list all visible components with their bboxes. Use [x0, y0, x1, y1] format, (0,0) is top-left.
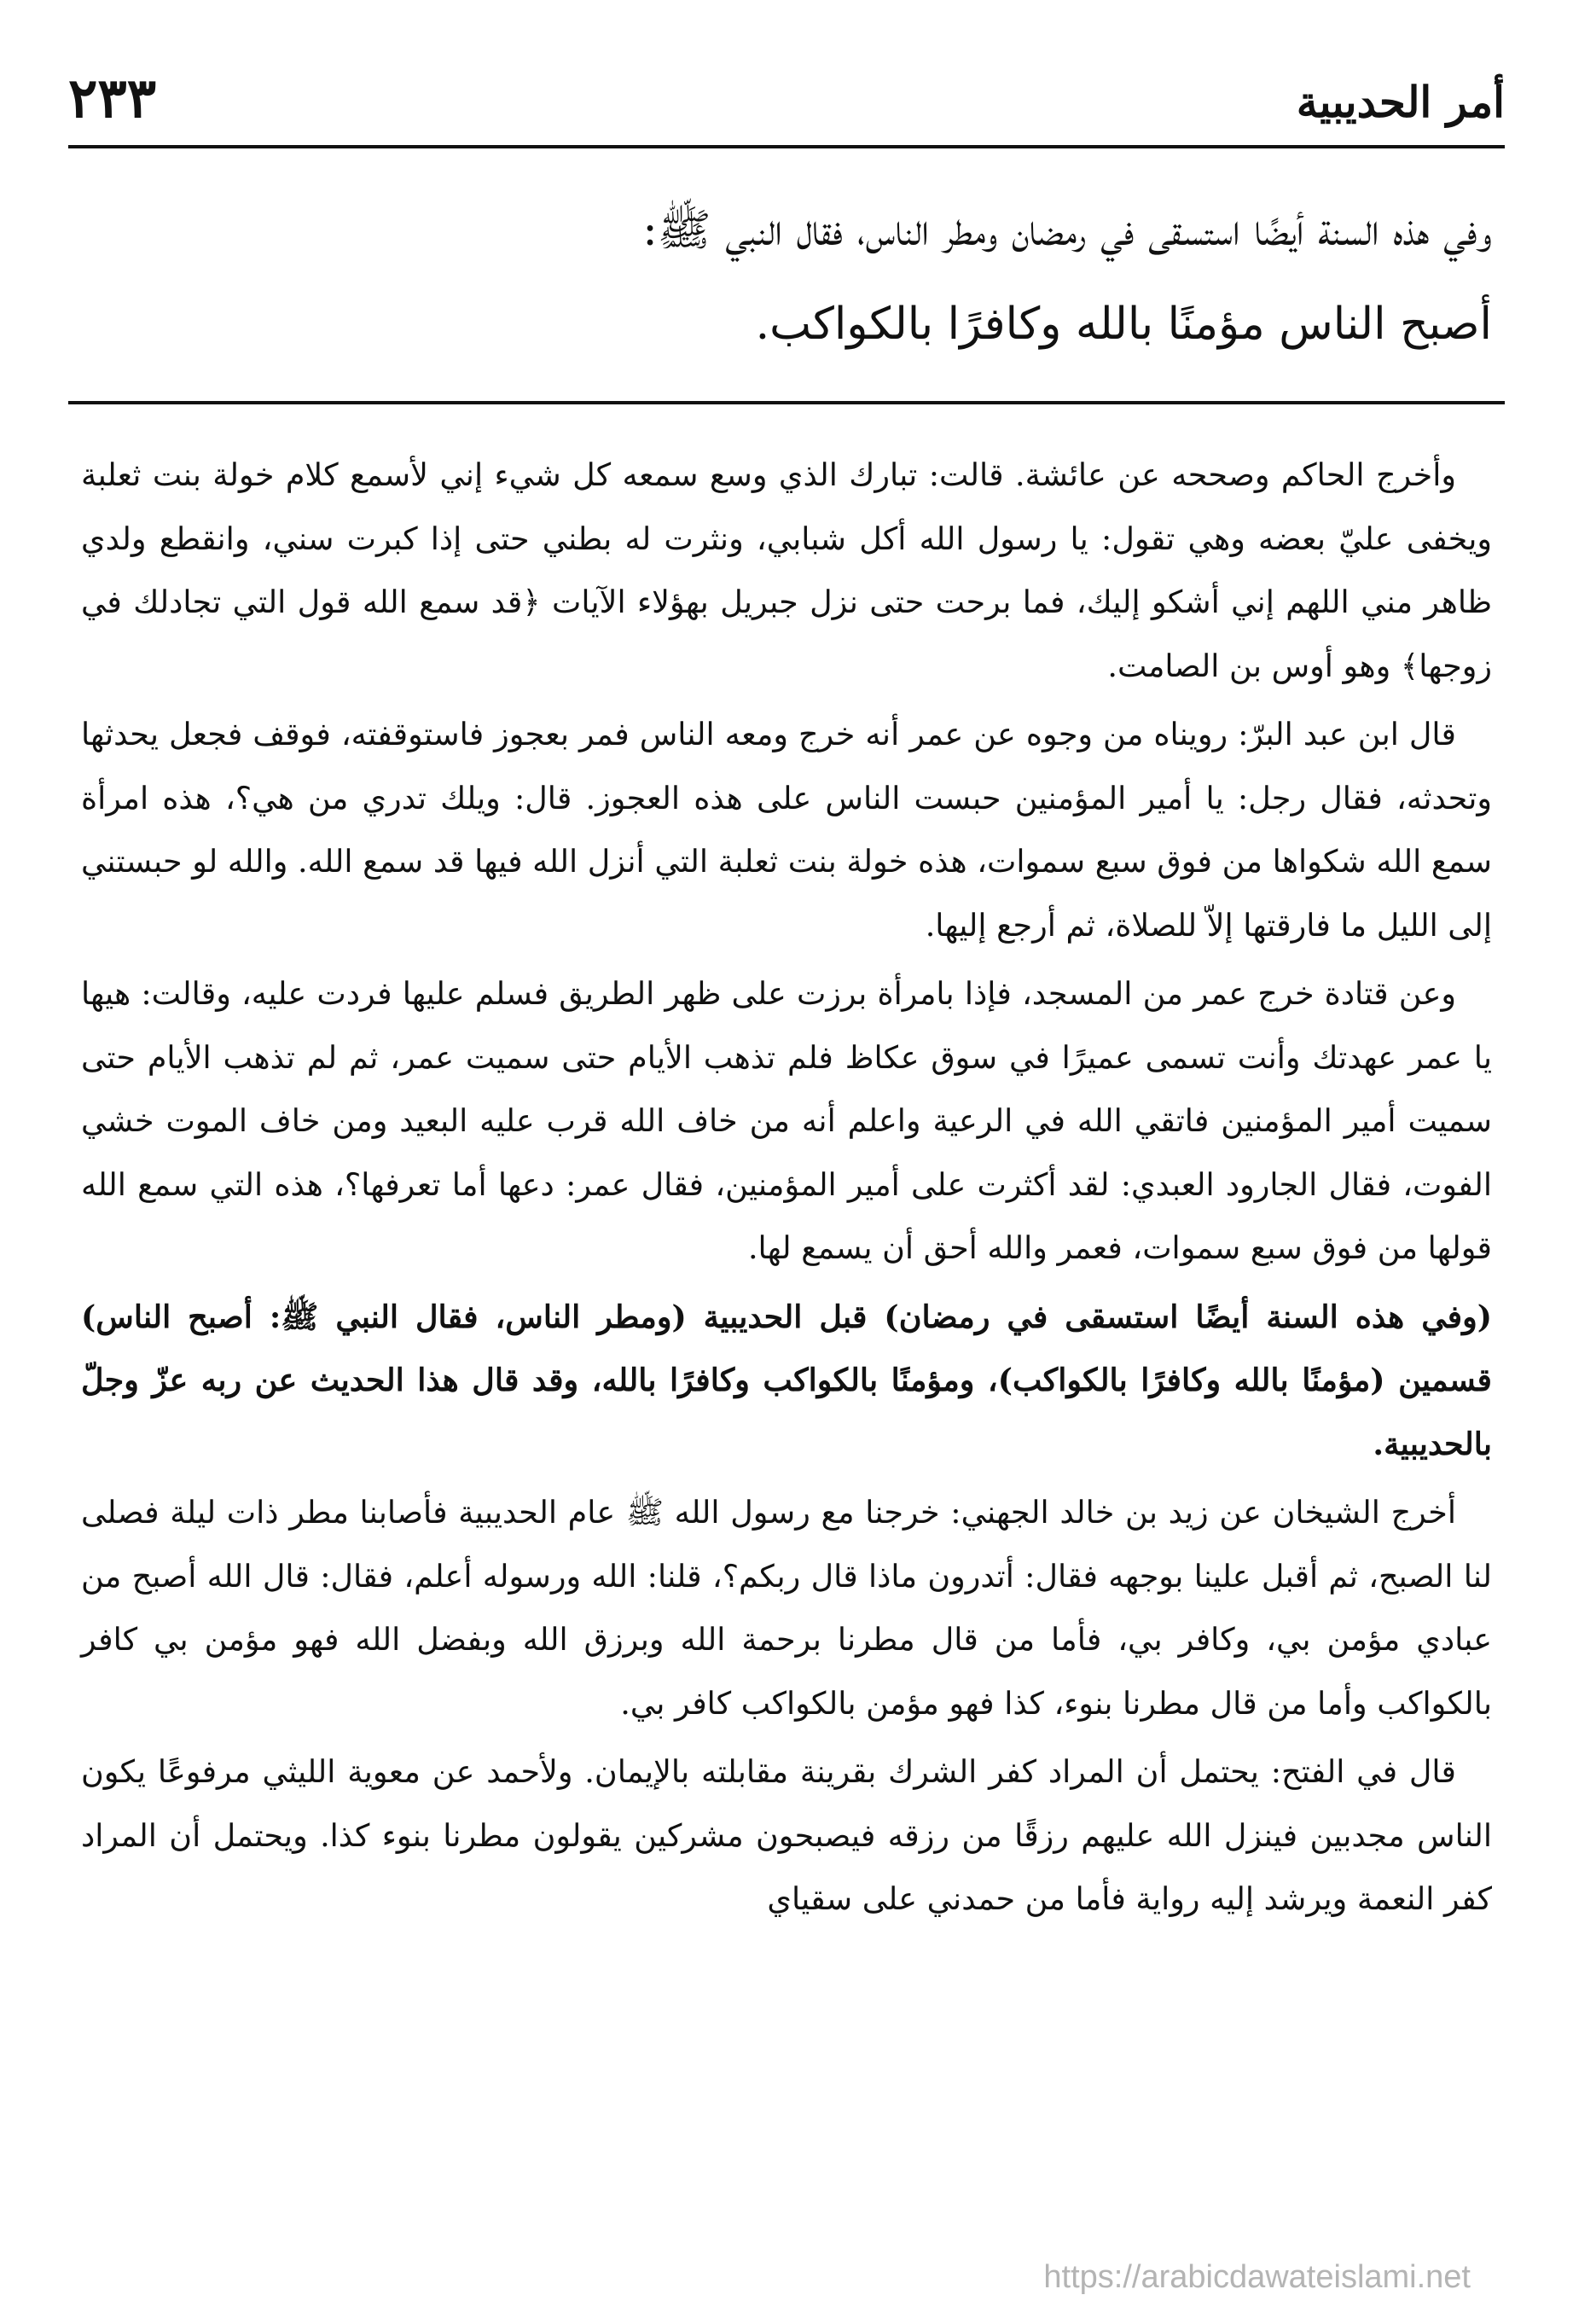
header-rule [68, 145, 1505, 148]
commentary-paragraph: قال في الفتح: يحتمل أن المراد كفر الشرك بقرينة مقابلته بالإيمان. ولأحمد عن معوية الليثي مرفوعًا يكون الناس مجدبين فينزل الله عليهم رزقًا من رزقه فيصبحون مشركين يقولون مطرنا بنوء كذا. ويحتمل أن المراد كفر النعمة ويرشد إليه رواية فأما من حمدني على سقياي [81, 1753, 1492, 1917]
main-text-line: وفي هذه السنة أيضًا استسقى في رمضان ومطر الناس، فقال النبي ﷺ: [642, 205, 1492, 256]
commentary-paragraph-quoted-matn: (وفي هذه السنة أيضًا استسقى في رمضان) قبل الحديبية (ومطر الناس، فقال النبي ﷺ: أصبح الناس) قسمين (مؤمنًا بالله وكافرًا بالكواكب)، ومؤمنًا بالكواكب وكافرًا بالله، وقد قال هذا الحديث عن ربه عزّ وجلّ بالحديبية. [81, 1298, 1492, 1462]
commentary-text [81, 444, 1492, 1937]
page-number: ٢٣٣ [68, 67, 157, 131]
text-separator-rule [68, 401, 1505, 404]
commentary-paragraph: وعن قتادة خرج عمر من المسجد، فإذا بامرأة برزت على ظهر الطريق فسلم عليها فردت عليه، وقالت: هيها يا عمر عهدتك وأنت تسمى عميرًا في سوق عكاظ فلم تذهب الأيام حتى سميت عمر، ثم لم تذهب الأيام حتى سميت أمير المؤمنين فاتقي الله في الرعية واعلم أنه من خاف الله قرب عليه البعيد ومن خاف الموت خشي الفوت، فقال الجارود العبدي: لقد أكثرت على أمير المؤمنين، فقال عمر: دعها أما تعرفها؟، هذه التي سمع الله قولها من فوق سبع سموات، فعمر والله أحق أن يسمع لها. [81, 975, 1492, 1266]
main-text-line: أصبح الناس مؤمنًا بالله وكافرًا بالكواكب. [755, 299, 1492, 350]
main-text [81, 183, 1492, 371]
chapter-title: أمر الحديبية [1296, 77, 1505, 127]
watermark-url: https://arabicdawateislami.net [1043, 2259, 1471, 2295]
commentary-paragraph: قال ابن عبد البرّ: رويناه من وجوه عن عمر أنه خرج ومعه الناس فمر بعجوز فاستوقفته، فوقف فجعل يحدثها وتحدثه، فقال رجل: يا أمير المؤمنين حبست الناس على هذه العجوز. قال: ويلك تدري من هي؟، هذه امرأة سمع الله شكواها من فوق سبع سموات، هذه خولة بنت ثعلبة التي أنزل الله فيها قد سمع الله. والله لو حبستني إلى الليل ما فارقتها إلاّ للصلاة، ثم أرجع إليها. [81, 716, 1492, 944]
commentary-paragraph: أخرج الشيخان عن زيد بن خالد الجهني: خرجنا مع رسول الله ﷺ عام الحديبية فأصابنا مطر ذات ليلة فصلى لنا الصبح، ثم أقبل علينا بوجهه فقال: أتدرون ماذا قال ربكم؟، قلنا: الله ورسوله أعلم، فقال: قال الله أصبح من عبادي مؤمن بي، وكافر بي، فأما من قال مطرنا برحمة الله وبرزق الله وبفضل الله فهو مؤمن بي كافر بالكواكب وأما من قال مطرنا بنوء، كذا فهو مؤمن بالكواكب كافر بي. [81, 1494, 1492, 1722]
commentary-paragraph: وأخرج الحاكم وصححه عن عائشة. قالت: تبارك الذي وسع سمعه كل شيء إني لأسمع كلام خولة بنت ثعلبة ويخفى عليّ بعضه وهي تقول: يا رسول الله أكل شبابي، ونثرت له بطني حتى إذا كبرت سني، وانقطع ولدي ظاهر مني اللهم إني أشكو إليك، فما برحت حتى نزل جبريل بهؤلاء الآيات ﴿قد سمع الله قول التي تجادلك في زوجها﴾ وهو أوس بن الصامت. [81, 456, 1492, 684]
